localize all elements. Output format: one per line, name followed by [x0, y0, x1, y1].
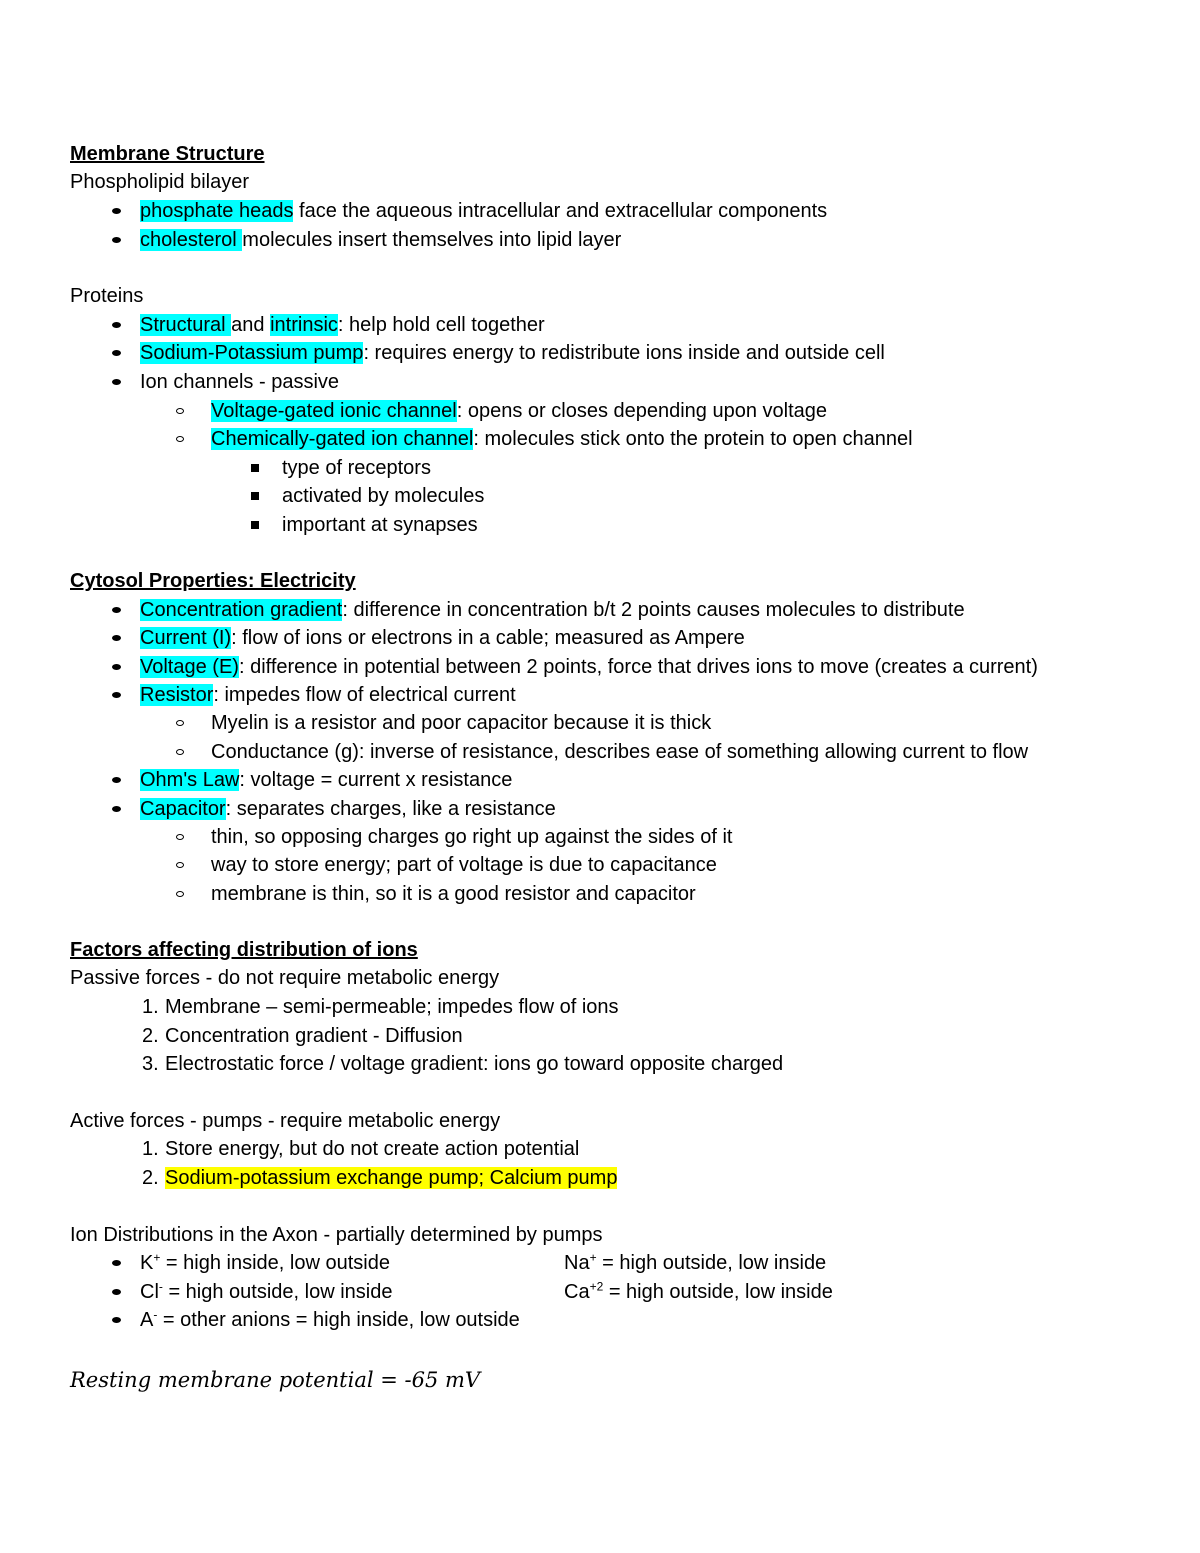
ion-potassium: K+ = high inside, low outside [140, 1250, 390, 1274]
item-number: 3. [142, 1053, 159, 1075]
item-text: face the aqueous intracellular and extracellular components [293, 200, 828, 222]
heading-cytosol-properties: Cytosol Properties: Electricity [70, 570, 356, 592]
highlight-term: Ohm's Law [140, 769, 240, 791]
bullet-disc [106, 1306, 126, 1334]
item-number: 1. [142, 996, 159, 1018]
item-text: : difference in potential between 2 points, force that drives ions to move (creates a current) [238, 656, 1038, 678]
ion-sodium: Na+ = high outside, low inside [564, 1250, 827, 1274]
item-text: membrane is thin, so it is a good resistor and capacitor [211, 883, 696, 905]
list-item [140, 311, 545, 339]
item-text: type of receptors [282, 457, 431, 479]
bullet-disc [106, 339, 126, 367]
bullet-disc [106, 624, 126, 652]
highlight-term: Concentration gradient [140, 599, 343, 621]
bullet-square [245, 482, 265, 510]
proteins-label: Proteins [70, 285, 144, 307]
item-text: thin, so opposing charges go right up against the sides of it [211, 826, 733, 848]
highlight-term: cholesterol [140, 229, 243, 251]
highlight-term: Capacitor [140, 798, 226, 820]
highlight-term: Current (I) [140, 627, 232, 649]
numbered-item [142, 1164, 618, 1192]
bullet-disc [106, 653, 126, 681]
highlight-term: intrinsic [270, 314, 338, 336]
item-number: 2. [142, 1025, 159, 1047]
list-item [140, 368, 339, 396]
bullet-disc [106, 766, 126, 794]
list-item [282, 482, 484, 510]
bullet-disc [106, 596, 126, 624]
item-number: 2. [142, 1167, 159, 1189]
list-item [140, 681, 516, 709]
item-text: : impedes flow of electrical current [213, 684, 516, 706]
bullet-disc [106, 226, 126, 254]
list-item [140, 766, 512, 794]
item-text: molecules insert themselves into lipid layer [242, 229, 622, 251]
list-item [211, 738, 1028, 766]
bullet-disc [106, 1249, 126, 1277]
bullet-square [245, 454, 265, 482]
item-text: : opens or closes depending upon voltage [456, 400, 828, 422]
bullet-disc [106, 795, 126, 823]
numbered-item [142, 1135, 580, 1163]
item-text: and [231, 314, 271, 336]
ion-distributions-label: Ion Distributions in the Axon - partially determined by pumps [70, 1224, 603, 1246]
item-text: : requires energy to redistribute ions inside and outside cell [363, 342, 885, 364]
item-text: Ion channels - passive [140, 371, 340, 393]
item-text: Membrane – semi-permeable; impedes flow of ions [165, 996, 619, 1018]
bullet-circle [170, 738, 190, 766]
list-item [282, 454, 431, 482]
list-item [211, 880, 696, 908]
ion-calcium: $Ca^{+2}$ = high outside, low inside [564, 1279, 833, 1303]
highlight-term: Sodium-Potassium pump [140, 342, 364, 364]
list-item [140, 1249, 827, 1277]
list-item [140, 339, 885, 367]
ion-chloride: Cl- = high outside, low inside [140, 1279, 393, 1303]
bullet-circle [170, 709, 190, 737]
list-item [282, 511, 478, 539]
bullet-disc [106, 311, 126, 339]
item-text: Electrostatic force / voltage gradient: ions go toward opposite charged [165, 1053, 784, 1075]
item-text: activated by molecules [282, 485, 485, 507]
bilayer-label: Phospholipid bilayer [70, 171, 250, 193]
highlight-term: Voltage (E) [140, 656, 239, 678]
resting-membrane-potential: Resting membrane potential = -65 mV [70, 1368, 481, 1392]
bullet-circle [170, 397, 190, 425]
item-text: important at synapses [282, 514, 478, 536]
active-forces-label: Active forces - pumps - require metabolic energy [70, 1110, 501, 1132]
item-text: : flow of ions or electrons in a cable; measured as Ampere [231, 627, 745, 649]
item-text: : separates charges, like a resistance [225, 798, 556, 820]
item-text: Conductance (g): inverse of resistance, describes ease of something allowing current to flow [211, 741, 1029, 763]
ion-anions: A- = other anions = high inside, low outside [140, 1307, 520, 1331]
list-item [140, 1306, 520, 1334]
bullet-square [245, 511, 265, 539]
bullet-circle [170, 880, 190, 908]
item-text: : help hold cell together [337, 314, 545, 336]
bullet-circle [170, 823, 190, 851]
item-number: 1. [142, 1138, 159, 1160]
list-item [140, 1278, 833, 1306]
numbered-item [142, 1022, 463, 1050]
bullet-circle [170, 851, 190, 879]
list-item [211, 425, 913, 453]
highlight-term: Chemically-gated ion channel [211, 428, 474, 450]
item-text: : voltage = current x resistance [239, 769, 513, 791]
highlight-term: phosphate heads [140, 200, 294, 222]
list-item [140, 624, 745, 652]
list-item [211, 709, 711, 737]
item-text: : difference in concentration b/t 2 points causes molecules to distribute [342, 599, 965, 621]
item-text: Store energy, but do not create action potential [165, 1138, 580, 1160]
item-text: Myelin is a resistor and poor capacitor because it is thick [211, 712, 712, 734]
highlight-term: Voltage-gated ionic channel [211, 400, 457, 422]
highlight-term: Resistor [140, 684, 214, 706]
bullet-disc [106, 197, 126, 225]
passive-forces-label: Passive forces - do not require metabolic energy [70, 967, 500, 989]
list-item [211, 823, 732, 851]
list-item [140, 653, 1038, 681]
list-item [211, 851, 717, 879]
item-text: Concentration gradient - Diffusion [165, 1025, 463, 1047]
bullet-disc [106, 368, 126, 396]
list-item [211, 397, 827, 425]
highlight-term: Structural [140, 314, 232, 336]
bullet-circle [170, 425, 190, 453]
bullet-disc [106, 1278, 126, 1306]
highlight-yellow-text: Sodium-potassium exchange pump; Calcium pump [165, 1167, 618, 1189]
list-item [140, 795, 556, 823]
list-item [140, 596, 965, 624]
bullet-disc [106, 681, 126, 709]
numbered-item [142, 993, 619, 1021]
list-item [140, 197, 827, 225]
numbered-item [142, 1050, 784, 1078]
item-text: way to store energy; part of voltage is due to capacitance [211, 854, 717, 876]
item-text: : molecules stick onto the protein to open channel [473, 428, 913, 450]
list-item [140, 226, 621, 254]
heading-membrane-structure: Membrane Structure [70, 143, 265, 165]
heading-factors-affecting-distribution: Factors affecting distribution of ions [70, 939, 418, 961]
